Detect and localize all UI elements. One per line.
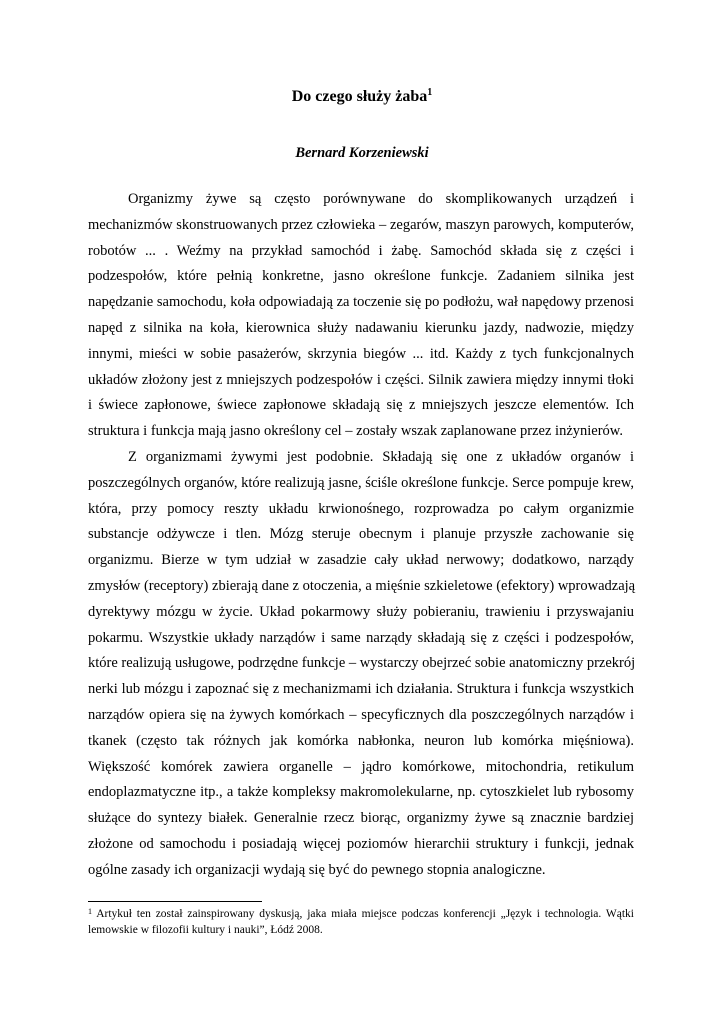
paragraph-line: struktura i funkcja mają jasno określony cel – zostały wszak zaplanowane przez inżynierów. <box>88 423 623 440</box>
author-name: Bernard Korzeniewski <box>295 145 429 161</box>
paragraph-line: ogólne zasady ich organizacji wydają się być do pewnego stopnia analogiczne. <box>88 861 546 878</box>
footnote <box>88 906 634 938</box>
paragraph-1 <box>88 187 634 445</box>
paragraph-line: narządów opiera się na żywych komórkach – specyficznych dla poszczególnych narządów i <box>88 706 634 723</box>
paragraph-line: Z organizmami żywymi jest podobnie. Składają się one z układów organów i <box>128 448 634 465</box>
title-text: Do czego służy żaba <box>291 88 428 105</box>
page-title <box>0 86 724 108</box>
paragraph-line: podzespołów, które pełnią konkretne, jasno określone funkcje. Zadaniem silnika jest <box>88 268 634 285</box>
paragraph-line: organizmu. Bierze w tym udział w zasadzie cały układ nerwowy; dodatkowo, narządy <box>88 552 634 569</box>
paragraph-line: tkanek (często tak różnych jak komórka nabłonka, neuron lub komórka mięśniowa). <box>88 732 634 749</box>
paragraph-line: poszczególnych organów, które realizują jasne, ściśle określone funkcje. Serce pompuje krew, <box>88 474 634 491</box>
paragraph-line: która, przy pomocy reszty układu krwionośnego, rozprowadza po całym organizmie <box>88 500 634 517</box>
footnote-mark: 1 <box>88 907 92 916</box>
paragraph-line: dyrektywy mózgu w życie. Układ pokarmowy służy pobieraniu, trawieniu i przyswajaniu <box>88 603 634 620</box>
paragraph-line: pokarmu. Wszystkie układy narządów i same narządy składają się z części i podzespołów, <box>88 629 634 646</box>
footnote-line: lemowskie w filozofii kultury i nauki”, Łódź 2008. <box>88 924 323 936</box>
paragraph-2 <box>88 445 634 884</box>
paragraph-line: i świece zapłonowe, świece zapłonowe składają się z mniejszych jeszcze elementów. Ich <box>88 397 634 414</box>
paragraph-line: układów złożony jest z mniejszych podzespołów i części. Silnik zawiera między innymi tłoki <box>88 371 634 388</box>
paragraph-line: zmysłów (receptory) zbierają dane z otoczenia, a mięśnie szkieletowe (efektory) wprowadzają <box>88 577 636 594</box>
paragraph-line: endoplazmatyczne itp., a także kompleksy makromolekularne, np. cytoszkielet lub rybosomy <box>88 784 634 801</box>
body-text <box>88 187 634 884</box>
paragraph-line: napędzanie samochodu, koła odpowiadają za toczenie się po podłożu, wał napędowy przenosi <box>88 294 634 311</box>
footnote-separator <box>88 901 262 902</box>
paragraph-line: innymi, mieści w sobie pasażerów, skrzynia biegów ... itd. Każdy z tych funkcjonalnych <box>88 345 634 362</box>
paragraph-line: mechanizmów skonstruowanych przez człowieka – zegarów, maszyn parowych, komputerów, <box>88 216 634 233</box>
paragraph-line: napęd z silnika na koła, kierownica służy nadawaniu kierunku jazdy, nadwozie, między <box>88 319 634 336</box>
paragraph-line: Organizmy żywe są często porównywane do skomplikowanych urządzeń i <box>128 191 634 207</box>
paragraph-line: które realizują usługowe, podrzędne funkcje – wystarczy obejrzeć sobie anatomiczny przekrój <box>88 655 636 672</box>
paragraph-line: nerki lub mózgu i zapoznać się z mechanizmami ich działania. Struktura i funkcja wszystkich <box>88 681 634 698</box>
title-footnote-mark: 1 <box>427 87 433 98</box>
paragraph-line: służące do syntezy białek. Generalnie rzecz biorąc, organizmy żywe są znacznie bardziej <box>88 810 634 827</box>
paragraph-line: substancje odżywcze i tlen. Mózg steruje obecnym i planuje przyszłe zachowanie się <box>88 526 634 543</box>
paragraph-line: Większość komórek zawiera organelle – jądro komórkowe, mitochondria, retikulum <box>88 758 634 775</box>
paragraph-line: robotów ... . Weźmy na przykład samochód i żabę. Samochód składa się z części i <box>88 242 634 259</box>
footnote-line <box>88 906 634 922</box>
paragraph-line: złożone od samochodu i posiadają więcej poziomów hierarchii struktury i funkcji, jednak <box>88 835 634 852</box>
footnote-text: Artykuł ten został zainspirowany dyskusją, jaka miała miejsce podczas konferencji „Język i technologia. Wątki <box>92 908 634 920</box>
